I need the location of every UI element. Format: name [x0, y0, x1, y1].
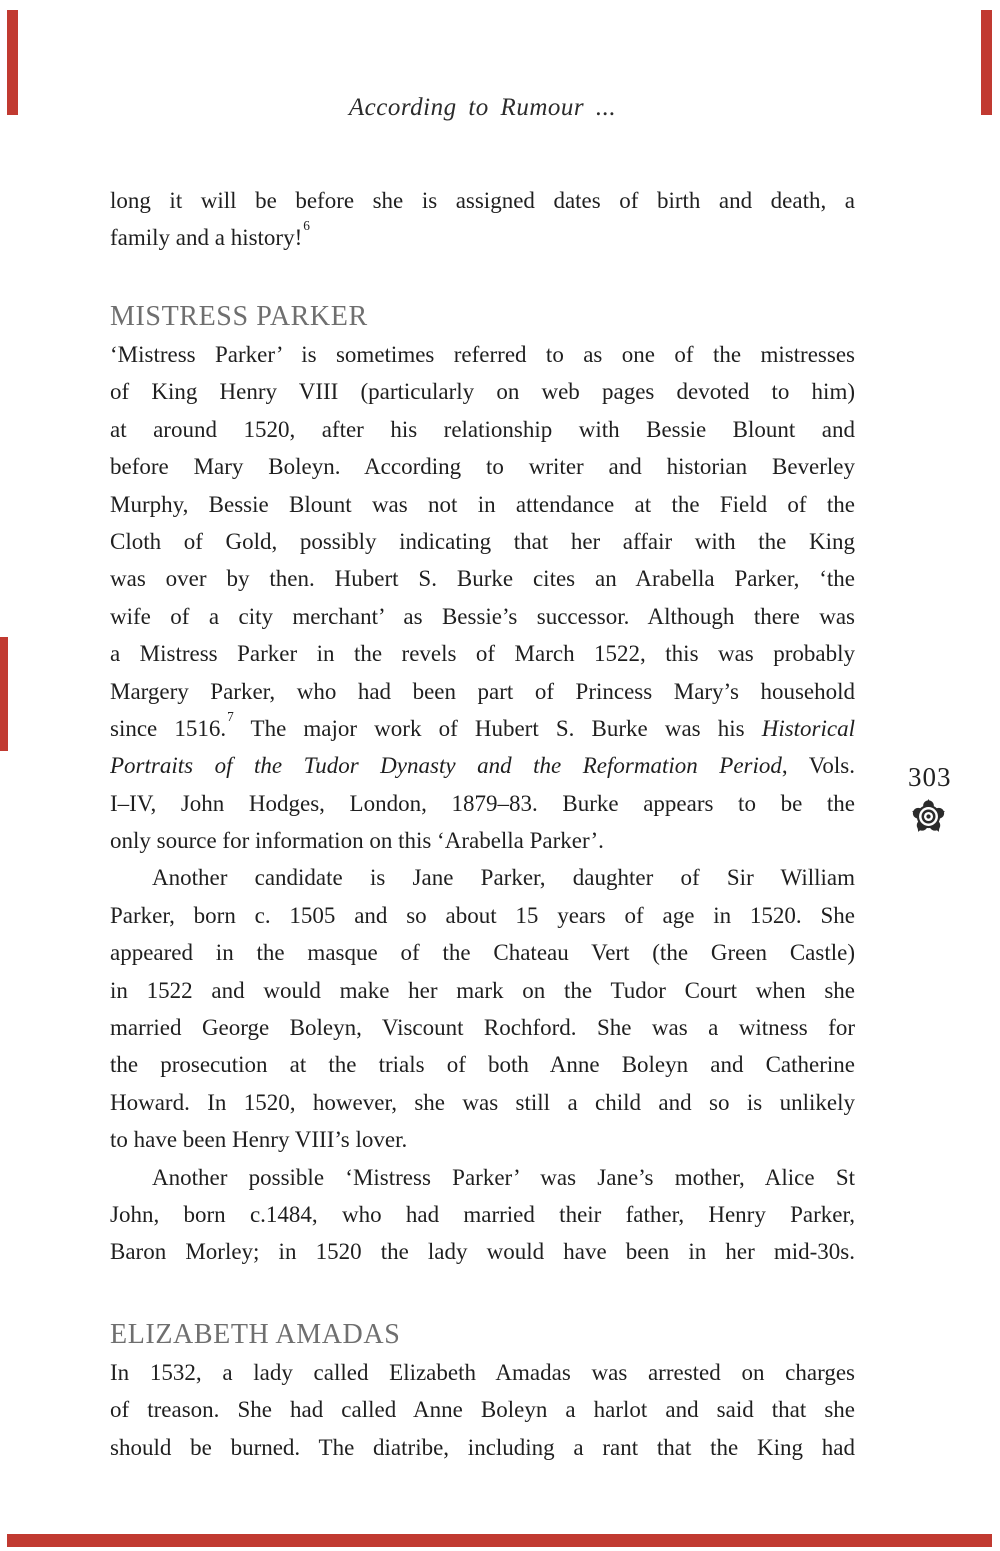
- text-line: in 1522 and would make her mark on the Tudor Court when she: [110, 977, 855, 1003]
- text-line: Margery Parker, who had been part of Princess Mary’s household: [110, 678, 855, 704]
- margin-note: [908, 762, 968, 835]
- footnote-marker: 6: [303, 219, 310, 234]
- text-line: Parker, born c. 1505 and so about 15 years of age in 1520. She: [110, 902, 855, 928]
- running-head: According to Rumour ...: [348, 94, 617, 121]
- text-line: family and a history!$^6$: [110, 219, 310, 251]
- text-line: a Mistress Parker in the revels of March 1522, this was probably: [110, 641, 855, 667]
- red-edge-mark-top-left: [7, 10, 18, 115]
- text-line: before Mary Boleyn. According to writer and historian Beverley: [110, 454, 855, 480]
- text-line: Baron Morley; in 1520 the lady would have been in her mid-30s.: [110, 1239, 855, 1265]
- section-heading-elizabeth-amadas: ELIZABETH AMADAS: [110, 1319, 401, 1350]
- paragraph: [110, 1354, 855, 1466]
- footnote-marker: 7: [227, 709, 234, 724]
- text-line: to have been Henry VIII’s lover.: [110, 1127, 408, 1153]
- text-line: was over by then. Hubert S. Burke cites an Arabella Parker, ‘the: [110, 566, 855, 592]
- paragraph: [110, 336, 855, 859]
- text-line: at around 1520, after his relationship with Bessie Blount and: [110, 416, 855, 442]
- page-number: 303: [908, 762, 952, 792]
- text-line: Portraits of the Tudor Dynasty and the Reformation Period, Vols.: [110, 753, 855, 779]
- red-edge-mark-top-right: [981, 10, 992, 115]
- text-line: Another candidate is Jane Parker, daughter of Sir William: [152, 865, 855, 891]
- text-line: ‘Mistress Parker’ is sometimes referred to as one of the mistresses: [110, 342, 855, 367]
- italic-text: Historical: [761, 715, 855, 741]
- text-line: long it will be before she is assigned dates of birth and death, a: [110, 188, 855, 213]
- text-line: only source for information on this ‘Arabella Parker’.: [110, 828, 604, 854]
- text-line: wife of a city merchant’ as Bessie’s successor. Although there was: [110, 603, 855, 629]
- text-line: should be burned. The diatribe, including a rant that the King had: [110, 1434, 855, 1460]
- red-edge-mark-left-center: [0, 637, 8, 751]
- red-edge-mark-bottom: [7, 1534, 992, 1547]
- section-heading-mistress-parker: MISTRESS PARKER: [110, 301, 368, 332]
- text-line: Another possible ‘Mistress Parker’ was Jane’s mother, Alice St: [152, 1164, 855, 1190]
- text-line: appeared in the masque of the Chateau Vert (the Green Castle): [110, 940, 855, 966]
- text-line: the prosecution at the trials of both Anne Boleyn and Catherine: [110, 1052, 855, 1078]
- tudor-rose-icon: [910, 798, 947, 835]
- text-line: Murphy, Bessie Blount was not in attendance at the Field of the: [110, 491, 855, 517]
- section-body-mistress-parker: [110, 336, 855, 1271]
- text-line: Howard. In 1520, however, she was still a child and so is unlikely: [110, 1089, 855, 1115]
- paragraph: [110, 1159, 855, 1271]
- text-line: John, born c.1484, who had married their father, Henry Parker,: [110, 1201, 855, 1227]
- text-line: I–IV, John Hodges, London, 1879–83. Burke appears to be the: [110, 790, 855, 816]
- italic-text: Portraits of the Tudor Dynasty and the Reformation Period: [110, 753, 782, 779]
- intro-paragraph: [110, 182, 855, 257]
- text-line: since 1516.$^7$ The major work of Hubert S. Burke was his Historical: [110, 709, 855, 741]
- text-line: of King Henry VIII (particularly on web pages devoted to him): [110, 379, 855, 405]
- paragraph: [110, 859, 855, 1158]
- paragraph: [110, 182, 855, 257]
- text-line: Cloth of Gold, possibly indicating that her affair with the King: [110, 528, 855, 554]
- text-line: of treason. She had called Anne Boleyn a harlot and said that she: [110, 1397, 855, 1423]
- text-line: In 1532, a lady called Elizabeth Amadas was arrested on charges: [110, 1360, 855, 1385]
- text-line: married George Boleyn, Viscount Rochford. She was a witness for: [110, 1015, 855, 1041]
- section-body-elizabeth-amadas: [110, 1354, 855, 1466]
